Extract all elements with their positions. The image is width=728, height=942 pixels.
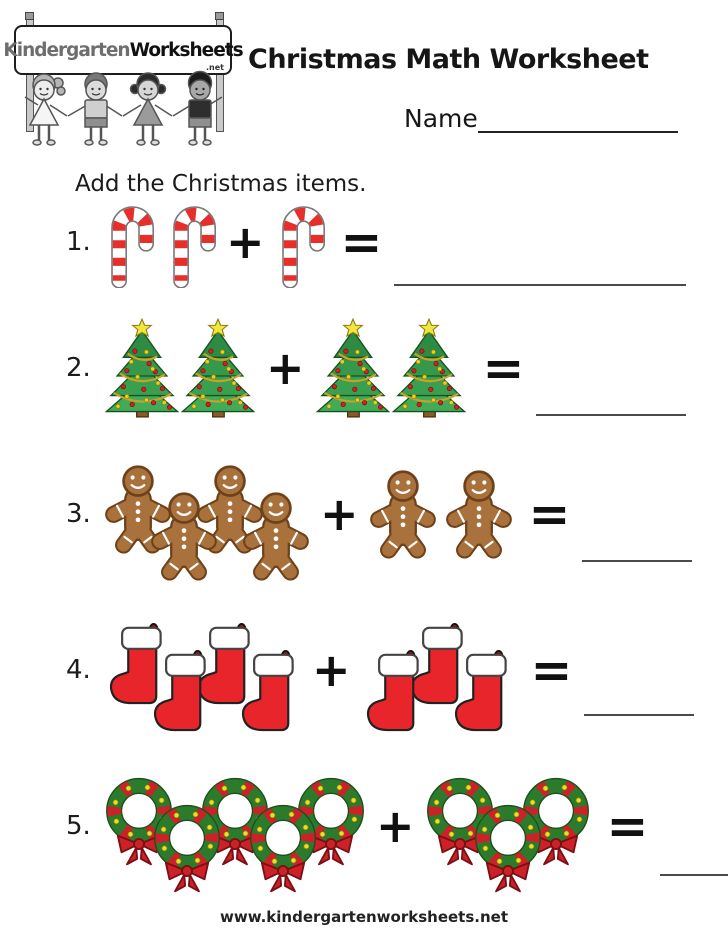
name-label: Name	[404, 104, 478, 133]
logo	[3, 8, 243, 158]
addend-group-left	[102, 774, 368, 878]
stocking-icon	[359, 649, 429, 735]
gingerbread-man-icon	[443, 469, 515, 559]
logo-suffix: .net	[206, 63, 224, 72]
problem-row	[66, 318, 686, 418]
addend-group-left	[102, 464, 312, 564]
equals-sign: =	[340, 213, 383, 271]
problem-number: 2.	[66, 353, 91, 383]
equals-sign: =	[530, 641, 573, 699]
problem-number: 1.	[66, 227, 91, 257]
addend-group-right	[359, 622, 517, 718]
name-row	[404, 104, 678, 133]
addend-group-left	[102, 622, 304, 718]
addend-group-right	[367, 469, 515, 559]
plus-sign: +	[320, 487, 359, 541]
name-blank[interactable]	[478, 105, 678, 133]
logo-sign	[3, 25, 243, 75]
instruction-text: Add the Christmas items.	[75, 171, 367, 197]
problem-row	[66, 464, 686, 564]
gingerbread-man-icon	[240, 491, 312, 581]
addend-group-left	[102, 196, 218, 288]
candy-cane-icon	[102, 196, 156, 288]
christmas-tree-icon	[178, 318, 258, 418]
answer-blank[interactable]	[584, 712, 694, 716]
equals-sign: =	[528, 485, 571, 543]
christmas-tree-icon	[313, 318, 393, 418]
equals-sign: =	[606, 797, 649, 855]
addend-group-left	[102, 318, 258, 418]
problem-row	[66, 622, 686, 718]
answer-blank[interactable]	[582, 558, 692, 562]
gingerbread-man-icon	[367, 469, 439, 559]
wreath-icon	[246, 801, 320, 895]
page-title: Christmas Math Worksheet	[248, 44, 649, 76]
candy-cane-icon	[164, 196, 218, 288]
children-illustration	[12, 70, 236, 156]
christmas-tree-icon	[102, 318, 182, 418]
stocking-icon	[447, 649, 517, 735]
christmas-tree-icon	[389, 318, 469, 418]
answer-blank[interactable]	[536, 412, 686, 416]
problems	[66, 196, 686, 878]
problem-number: 5.	[66, 811, 91, 841]
wreath-icon	[150, 801, 224, 895]
footer-url: www.kindergartenworksheets.net	[219, 908, 508, 926]
addend-group-right	[313, 318, 469, 418]
problem-row	[66, 774, 686, 878]
stocking-icon	[234, 649, 304, 735]
plus-sign: +	[226, 215, 265, 269]
problem-number: 3.	[66, 499, 91, 529]
logo-brand: KindergartenWorksheets	[3, 39, 243, 61]
problem-row	[66, 196, 686, 288]
addend-group-right	[273, 196, 327, 288]
plus-sign: +	[376, 799, 415, 853]
plus-sign: +	[312, 643, 351, 697]
answer-blank[interactable]	[660, 872, 728, 876]
wreath-icon	[471, 801, 545, 895]
plus-sign: +	[266, 341, 305, 395]
candy-cane-icon	[273, 196, 327, 288]
addend-group-right	[423, 774, 593, 878]
answer-blank[interactable]	[394, 282, 686, 286]
stocking-icon	[146, 649, 216, 735]
gingerbread-man-icon	[148, 491, 220, 581]
equals-sign: =	[482, 339, 525, 397]
problem-number: 4.	[66, 655, 91, 685]
